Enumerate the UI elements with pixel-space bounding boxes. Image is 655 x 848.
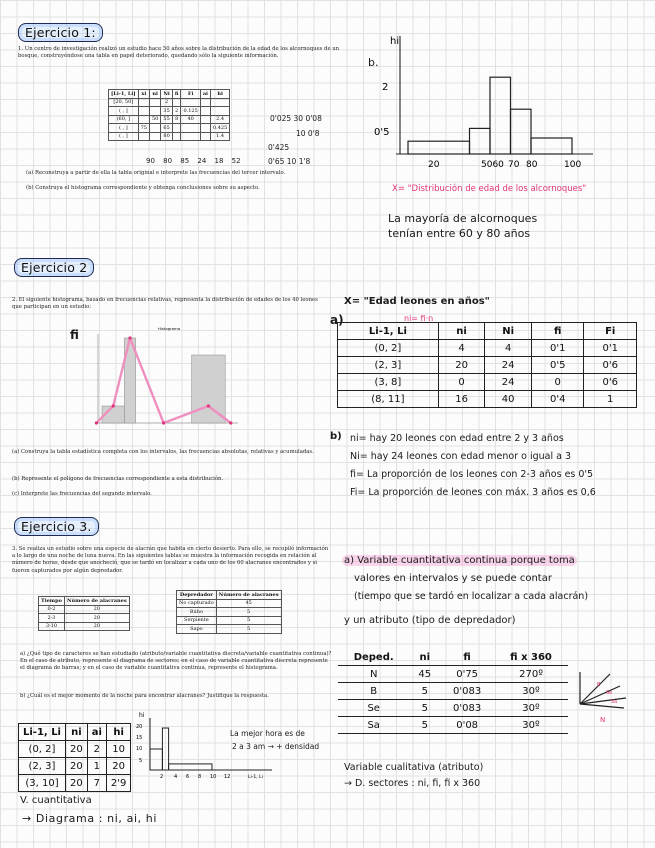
hist2-polygon-point	[128, 336, 131, 339]
e1-table-cell: 2.4	[210, 115, 229, 124]
e3-dep-table-row	[338, 683, 568, 700]
hist2-polygon-point	[112, 404, 115, 407]
e1-annotation-a: 0'025 30 0'08	[270, 114, 322, 123]
e3-time-answer-table-cell: 20	[66, 775, 88, 792]
e3-answer-line-2: valores en intervalos y se puede contar	[354, 573, 552, 584]
e1-table-cell	[149, 107, 160, 116]
e1-table-cell	[200, 132, 210, 141]
e3-dep-table-cell: 30º	[494, 700, 568, 717]
e3-summary-line-1: Variable cualitativa (atributo)	[344, 762, 484, 773]
e3-time-table-row	[39, 622, 130, 631]
e3-dep-table-cell: 5	[409, 717, 440, 734]
e3-dep-table-cell: 5	[409, 683, 440, 700]
e2-table-row	[338, 340, 637, 357]
e3-time-table-cell: 0-2	[39, 605, 65, 614]
e1-table-cell	[149, 132, 160, 141]
e3-pie-sketch	[570, 668, 632, 728]
hist1-xtick-100: 100	[564, 160, 582, 170]
hist3-xtick-2: 2	[160, 774, 164, 780]
e1-table-cell: 80	[161, 132, 172, 141]
e1-table-header-cell: ni	[149, 90, 160, 99]
exercise-3-title: Ejercicio 3.	[14, 517, 99, 536]
e3-dep-table-cell: 30º	[494, 683, 568, 700]
e2-table-header-cell: fi	[531, 323, 584, 340]
exercise-2-question-b: (b) Represente el polígono de frecuencias correspondiente a esta distribución.	[12, 476, 224, 482]
e1-table-cell: 35	[161, 107, 172, 116]
hist1-y-label: hi	[390, 36, 400, 47]
e1-table-cell: 75	[138, 124, 149, 133]
e1-table-row	[109, 124, 230, 133]
hist3-xtick-12: 12	[224, 774, 231, 780]
e3-time-answer-table-header-cell: Li-1, Li	[19, 724, 66, 741]
hist1-bar	[511, 109, 532, 154]
exercise-3-question-b: b) ¿Cuál es el mejor momento de la noche para encontrar alacranes? Justifique la respuesta.	[20, 693, 269, 699]
e1-table-cell	[200, 115, 210, 124]
e3-predator-table-row	[177, 608, 282, 617]
e3-time-answer-table-row	[19, 758, 131, 775]
e1-annotation-d: 0'65 10 1'8	[268, 157, 311, 166]
e3-dep-table-cell: 0'083	[440, 683, 494, 700]
e2-table-header-cell: Fi	[584, 323, 637, 340]
e1-table-cell	[138, 107, 149, 116]
e1-table-cell: 1.4	[210, 132, 229, 141]
e1-table-header-cell: ai	[200, 90, 210, 99]
e3-predator-table-row	[177, 599, 282, 608]
exercise-2-question-a: (a) Construya la tabla estadística completa con los intervalos, las frecuencias absolutas, relativas y acumuladas.	[12, 449, 314, 455]
e1-table-cell: 50	[149, 115, 160, 124]
e3-time-answer-table-cell: (2, 3]	[19, 758, 66, 775]
e2-table-cell: 40	[485, 391, 532, 408]
e1-annotation-c: 0'425	[268, 143, 290, 152]
e3-dep-table-cell: 0'75	[440, 666, 494, 683]
e3-predator-table-row	[177, 616, 282, 625]
e2-table-cell: 0'6	[584, 374, 637, 391]
hist3-xtick-6: 6	[186, 774, 190, 780]
e1-conclusion-line-1: La mayoría de alcornoques	[388, 212, 538, 225]
e2-formula: ni= fi·n	[404, 314, 434, 323]
e2-variable-definition: X= "Edad leones en años"	[344, 296, 490, 307]
exercise-2-statement: 2. El siguiente histograma, basado en frecuencias relativas, representa la distribución de edades de los 40 leones que participan en un estudio:	[12, 297, 318, 311]
hist3-xtick-4: 4	[174, 774, 178, 780]
e2-table-cell: 0	[531, 374, 584, 391]
e1-table-cell	[149, 98, 160, 107]
hist3-bar	[169, 764, 212, 770]
e2-table-cell: 4	[485, 340, 532, 357]
e3-diagram-line: → Diagrama : ni, ai, hi	[22, 812, 158, 825]
hist3-bar	[162, 728, 168, 770]
e1-table-cell: (60, ]	[109, 115, 139, 124]
e3-time-answer-table-cell: 20	[106, 758, 130, 775]
exercise-2-title: Ejercicio 2	[14, 258, 94, 277]
e3-predator-table-header-cell: Depredador	[177, 591, 217, 600]
hist3-ytick-5: 5	[139, 758, 143, 764]
e2-table-cell: (2, 3]	[338, 357, 439, 374]
hist2-title: Histograma	[158, 326, 181, 331]
e1-table-cell	[200, 98, 210, 107]
e2-table-cell: 0'5	[531, 357, 584, 374]
e3-dep-table-cell: 0'083	[440, 700, 494, 717]
e3-time-answer-table-row	[19, 741, 131, 758]
e1-table-row	[109, 115, 230, 124]
e1-table-cell	[181, 98, 200, 107]
exercise-2-histogram	[86, 322, 246, 437]
exercise-1-question-b: (b) Construya el histograma correspondiente y obtenga conclusiones sobre su aspecto.	[26, 185, 260, 191]
hist3-y-label: hi	[139, 712, 145, 719]
e1-table-row	[109, 132, 230, 141]
e3-predator-table-header-row	[177, 591, 282, 600]
e3-dep-table-row	[338, 700, 568, 717]
e3-dep-table-header-cell: Deped.	[338, 649, 409, 666]
e2-table-cell: 24	[485, 357, 532, 374]
e3-dep-table-row	[338, 717, 568, 734]
e1-variable-definition: X= "Distribución de edad de los alcornoques"	[392, 184, 587, 194]
pie-sketch-ray-4	[580, 704, 624, 708]
e3-time-answer-table-cell: 10	[106, 741, 130, 758]
hist2-polygon-point	[95, 421, 98, 424]
e1-table-row	[109, 107, 230, 116]
e1-table-header-cell: xi	[138, 90, 149, 99]
e1-conclusion-line-2: tenían entre 60 y 80 años	[388, 227, 531, 240]
e1-table-cell: 0.425	[210, 124, 229, 133]
e1-table-cell	[200, 107, 210, 116]
e3-dep-table-cell: 5	[409, 700, 440, 717]
exercise-3-question-a: a) ¿Qué tipo de caracteres se han estudiado (atributo/variable cuantitativa discreta/variable cuantitativa continua)? En el caso de atributo, represente el diagrama de sectores; en el caso de variable cuantitativa discreta represente el diagrama de barras; y en el caso de variable cuantitativa continua, represente el histograma.	[20, 651, 332, 672]
exercise-1-question-a: (a) Reconstruya a partir de ella la tabla original e interprete las frecuencias del tercer intervalo.	[26, 170, 286, 176]
hist1-bar	[531, 138, 572, 154]
hist1-bar	[408, 141, 470, 154]
e3-time-table-cell: 3-10	[39, 622, 65, 631]
e2-table-cell: 0'4	[531, 391, 584, 408]
e3-predator-table-header-cell: Número de alacranes	[216, 591, 281, 600]
e3-answer-line-3: (tiempo que se tardó en localizar a cada alacrán)	[354, 591, 589, 602]
e1-table-header-cell: hi	[210, 90, 229, 99]
e3-time-answer-table-cell: (3, 10]	[19, 775, 66, 792]
e1-table-cell	[149, 124, 160, 133]
e3-summary-line-2: → D. sectores : ni, fi, fi x 360	[344, 778, 481, 789]
e2-interpretation-Ni: Ni= hay 24 leones con edad menor o igual a 3	[350, 451, 572, 462]
e2-table-cell: 16	[438, 391, 485, 408]
e3-time-table-row	[39, 605, 130, 614]
e1-table-cell: 65	[161, 124, 172, 133]
e3-dep-table-header-cell: ni	[409, 649, 440, 666]
e3-dep-table-header-cell: fi x 360	[494, 649, 568, 666]
e2-table-cell: 24	[485, 374, 532, 391]
e3-time-answer-table-cell: 2'9	[106, 775, 130, 792]
hist1-bar	[470, 128, 491, 154]
e1-table-header-cell: [Li-1, Li]	[109, 90, 139, 99]
hist3-xtick-10: 10	[210, 774, 217, 780]
e3-predator-table-cell: 45	[216, 599, 281, 608]
exercise-1-title: Ejercicio 1:	[18, 23, 103, 42]
e3-time-answer-table-header-cell: hi	[106, 724, 130, 741]
e2-fi-label: fi	[70, 328, 79, 342]
e3-dep-table-cell: 30º	[494, 717, 568, 734]
e1-table-cell	[138, 132, 149, 141]
e1-table-cell	[138, 115, 149, 124]
exercise-1-statement: 1. Un centro de investigación realizó un estudio hace 50 años sobre la distribución de la edad de los alcornoques de un bosque, construyéndose una tabla en papel deteriorado, quedando sólo la siguiente información.	[18, 46, 340, 60]
e1-table-cell	[172, 98, 181, 107]
e2-table-row	[338, 374, 637, 391]
pie-label-sa: Sa	[611, 699, 618, 705]
e1-table-cell: 8	[172, 115, 181, 124]
e1-table-header-cell: Fi	[181, 90, 200, 99]
e3-answer-line-1-text: a) Variable cuantitativa continua porque toma	[344, 555, 575, 566]
e3-predator-table-cell: 5	[216, 608, 281, 617]
e3-dep-table-cell: B	[338, 683, 409, 700]
pie-label-se: Se	[606, 690, 613, 696]
hist1-xtick-5060: 5060	[481, 160, 504, 170]
e1-table-cell: ( , ]	[109, 124, 139, 133]
exercise-1-table	[108, 89, 230, 141]
hist3-xtick-8: 8	[198, 774, 202, 780]
e2-a-label: a)	[330, 313, 344, 327]
e1-table-cell	[210, 107, 229, 116]
hist2-polygon-point	[229, 421, 232, 424]
exercise-3-predator-answer-table	[338, 649, 568, 734]
e1-table-header-cell: Ni	[161, 90, 172, 99]
e1-annotation-e: 90 80 85 24 18 52	[146, 157, 241, 165]
e3-dep-table-row	[338, 666, 568, 683]
e3-time-answer-table-cell: 1	[87, 758, 106, 775]
e3-dep-table-header-row	[338, 649, 568, 666]
e3-predator-table-cell: 5	[216, 616, 281, 625]
e1-table-cell: [20, 50]	[109, 98, 139, 107]
hist3-ytick-10: 10	[136, 746, 143, 752]
e2-table-row	[338, 391, 637, 408]
e1-table-cell: ( , ]	[109, 132, 139, 141]
hist1-xtick-70: 70	[508, 160, 520, 170]
e3-time-answer-table-cell: (0, 2]	[19, 741, 66, 758]
e2-table-header-cell: Li-1, Li	[338, 323, 439, 340]
e1-table-cell	[172, 124, 181, 133]
e3-time-table-header-cell: Número de alacranes	[64, 597, 129, 606]
e3-time-table-cell: 20	[64, 605, 129, 614]
exercise-3-statement: 3. Se realiza un estudio sobre una especie de alacrán que habita en cierto desierto. Para ello, se recopiló información a lo largo de una noche de luna nueva. En las siguientes tablas se muestra la información recogida en relación al número de horas, desde que anocheció, que se tardó en localizar a cada uno de los 60 alacranes encontrados y si fueron capturados por algún depredador.	[12, 546, 329, 574]
e3-time-table-cell: 2-3	[39, 614, 65, 623]
pie-label-b: B	[597, 682, 601, 688]
e1-table-cell: 55	[161, 115, 172, 124]
e3-time-table-cell: 20	[64, 622, 129, 631]
e3-time-answer-table-cell: 20	[66, 758, 88, 775]
e3-time-answer-table-cell: 2	[87, 741, 106, 758]
hist3-ytick-15: 15	[136, 735, 143, 741]
exercise-3-time-table	[38, 596, 130, 631]
e3-answer-line-1	[342, 555, 577, 566]
e3-best-time-line-1: La mejor hora es de	[230, 729, 305, 738]
e3-predator-table-cell: Sapo	[177, 625, 217, 634]
e3-predator-table-cell: Búho	[177, 608, 217, 617]
e2-table-cell: 20	[438, 357, 485, 374]
hist3-x-label: Li-1, Li	[248, 775, 263, 780]
e1-table-header-row	[109, 90, 230, 99]
hist1-xtick-20: 20	[428, 160, 440, 170]
exercise-2-question-c: (c) Interprete las frecuencias del segundo intervalo.	[12, 491, 152, 497]
e3-predator-table-row	[177, 625, 282, 634]
hist1-bar	[490, 77, 511, 154]
e1-table-cell: ( , ]	[109, 107, 139, 116]
e1-table-cell	[181, 124, 200, 133]
e2-table-header-row	[338, 323, 637, 340]
e2-table-cell: 0'6	[584, 357, 637, 374]
e2-table-cell: 1	[584, 391, 637, 408]
e2-interpretation-Fi: Fi= La proporción de leones con máx. 3 años es 0,6	[350, 487, 596, 498]
e3-time-table-row	[39, 614, 130, 623]
hist1-ytick-05: 0'5	[374, 127, 390, 138]
e2-table-cell: 0	[438, 374, 485, 391]
e2-table-header-cell: Ni	[485, 323, 532, 340]
e3-dep-table-cell: 45	[409, 666, 440, 683]
e1-table-cell: 0.125	[181, 107, 200, 116]
e3-time-answer-table-cell: 20	[66, 741, 88, 758]
e3-dep-table-header-cell: fi	[440, 649, 494, 666]
e3-best-time-line-2: 2 a 3 am → + densidad	[232, 742, 320, 751]
hist3-ytick-20: 20	[136, 724, 143, 730]
e1-table-cell	[172, 132, 181, 141]
pie-label-n: N	[600, 716, 606, 724]
e3-time-answer-table-cell: 7	[87, 775, 106, 792]
exercise-3-predator-table	[176, 590, 282, 634]
e3-time-answer-table-header-row	[19, 724, 131, 741]
hist3-bar	[150, 749, 162, 770]
e2-table-cell: (3, 8]	[338, 374, 439, 391]
e3-dep-table-cell: 270º	[494, 666, 568, 683]
e3-time-answer-table-header-cell: ai	[87, 724, 106, 741]
e3-time-table-header-row	[39, 597, 130, 606]
e1-table-cell	[138, 98, 149, 107]
hist1-xtick-80: 80	[526, 160, 538, 170]
e2-interpretation-fi: fi= La proporción de los leones con 2-3 años es 0'5	[350, 469, 594, 480]
e1-table-cell	[181, 132, 200, 141]
e2-table-cell: 0'1	[584, 340, 637, 357]
exercise-3-time-answer-table	[18, 723, 131, 792]
e1-table-cell: 40	[181, 115, 200, 124]
hist2-bar	[192, 355, 226, 423]
e1-table-cell	[200, 124, 210, 133]
exercise-2-table	[337, 322, 637, 408]
e2-interpretation-ni: ni= hay 20 leones con edad entre 2 y 3 años	[350, 433, 564, 444]
e3-dep-table-cell: Se	[338, 700, 409, 717]
e3-time-answer-table-header-cell: ni	[66, 724, 88, 741]
e2-table-row	[338, 357, 637, 374]
e1-table-cell: 2	[172, 107, 181, 116]
e3-predator-table-cell: No capturado	[177, 599, 217, 608]
e3-time-table-header-cell: Tiempo	[39, 597, 65, 606]
e2-table-header-cell: ni	[438, 323, 485, 340]
e3-dep-table-cell: 0'08	[440, 717, 494, 734]
exercise-1-histogram	[368, 30, 598, 175]
e2-table-cell: 4	[438, 340, 485, 357]
e1-table-row	[109, 98, 230, 107]
e3-variable-type: V. cuantitativa	[20, 795, 92, 806]
e3-dep-table-cell: N	[338, 666, 409, 683]
hist2-polygon-point	[207, 404, 210, 407]
e3-time-table-cell: 20	[64, 614, 129, 623]
e2-b-label: b)	[330, 431, 342, 442]
e2-table-cell: (8, 11]	[338, 391, 439, 408]
e3-predator-table-cell: 5	[216, 625, 281, 634]
pie-sketch-ray-1	[580, 674, 613, 704]
hist2-polygon-point	[162, 421, 165, 424]
e1-table-cell	[210, 98, 229, 107]
e2-table-cell: 0'1	[531, 340, 584, 357]
e1-b-label: b.	[368, 56, 379, 69]
e3-predator-table-cell: Serpiente	[177, 616, 217, 625]
hist1-ytick-2: 2	[382, 82, 389, 93]
e1-table-cell: 2	[161, 98, 172, 107]
e1-annotation-b: 10 0'8	[296, 129, 320, 138]
e1-table-header-cell: fi	[172, 90, 181, 99]
e3-time-answer-table-row	[19, 775, 131, 792]
e3-dep-table-cell: Sa	[338, 717, 409, 734]
e2-table-cell: (0, 2]	[338, 340, 439, 357]
e3-answer-line-4: y un atributo (tipo de depredador)	[344, 615, 516, 626]
